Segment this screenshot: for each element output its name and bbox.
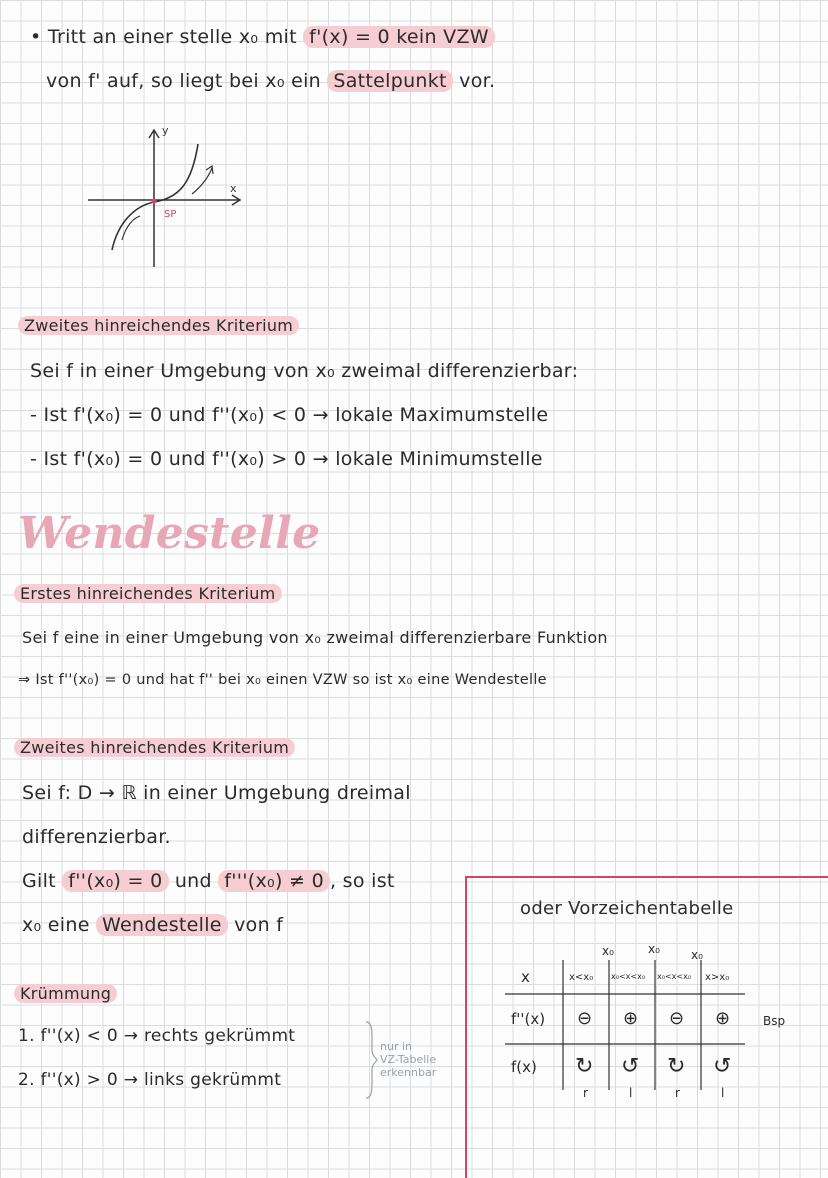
bottom-label-1: r (583, 1086, 588, 1100)
saddle-point-dot (152, 199, 157, 204)
bottom-label-4: l (721, 1086, 725, 1100)
sattel-line-2 (46, 70, 495, 92)
bottom-label-2: l (629, 1086, 633, 1100)
page-title: Wendestelle (18, 508, 321, 559)
saddle-point-label: SP (164, 209, 177, 220)
note-line-2: VZ-Tabelle (380, 1053, 437, 1066)
top-label-1: x₀ (602, 944, 614, 958)
vz-table-title: oder Vorzeichentabelle (520, 898, 734, 919)
header-col-3: x₀<x<x₀ (657, 972, 692, 981)
minus-circle-icon: ⊖ (577, 1008, 593, 1029)
wende-k1-heading-text: Erstes hinreichendes Kriterium (14, 584, 282, 603)
wende-k1-line-2: ⇒ Ist f''(x₀) = 0 und hat f'' bei x₀ einen VZW so ist x₀ eine Wendestelle (18, 672, 547, 688)
wende-k2-heading-text: Zweites hinreichendes Kriterium (14, 738, 295, 757)
left-curve-icon: ↺ (621, 1054, 640, 1079)
sattel-highlight-1: f'(x) = 0 kein VZW (303, 26, 495, 48)
sattel-text-c: vor. (459, 70, 496, 92)
wende-k2-heading (14, 738, 295, 757)
top-label-3: x₀ (691, 948, 703, 962)
example-label: Bsp (763, 1014, 786, 1028)
header-col-2: x₀<x<x₀ (611, 972, 646, 981)
saddle-graph (80, 122, 250, 272)
extrem-heading-text: Zweites hinreichendes Kriterium (18, 316, 299, 335)
extrem-line-3: - Ist f'(x₀) = 0 und f''(x₀) > 0 → lokale Minimumstelle (30, 448, 543, 470)
sattel-line-1 (30, 26, 495, 48)
header-col-4: x>x₀ (705, 972, 730, 983)
wende-k2-highlight-3: Wendestelle (96, 914, 228, 936)
wende-k1-line-1: Sei f eine in einer Umgebung von x₀ zweimal differenzierbare Funktion (22, 628, 608, 647)
row1-label: f''(x) (511, 1010, 546, 1028)
note-line-3: erkennbar (380, 1066, 437, 1079)
right-curve-icon-2: ↻ (667, 1054, 686, 1079)
wende-k1-heading (14, 584, 282, 603)
wende-k2-text-d: x₀ eine (22, 914, 90, 936)
wende-k2-text-c: , so ist (329, 870, 395, 892)
minus-circle-icon-2: ⊖ (669, 1008, 685, 1029)
wende-k2-highlight-1: f''(x₀) = 0 (62, 870, 168, 892)
kruemmung-note (380, 1040, 436, 1079)
kruemmung-item-2: 2. f''(x) > 0 → links gekrümmt (18, 1070, 282, 1090)
x-axis-label: x (230, 182, 237, 195)
plus-circle-icon-2: ⊕ (715, 1008, 731, 1029)
brace-icon (364, 1020, 378, 1100)
kruemmung-heading-text: Krümmung (14, 984, 117, 1003)
curve-arrow-right (192, 168, 212, 194)
row2-label: f(x) (511, 1058, 537, 1076)
bottom-label-3: r (675, 1086, 680, 1100)
wende-k2-line-1: Sei f: D → ℝ in einer Umgebung dreimal (22, 782, 411, 804)
sattel-text-a: • Tritt an einer stelle x₀ mit (30, 26, 297, 48)
extrem-line-2: - Ist f'(x₀) = 0 und f''(x₀) < 0 → lokale Maximumstelle (30, 404, 549, 426)
kruemmung-item-1: 1. f''(x) < 0 → rechts gekrümmt (18, 1026, 296, 1046)
extrem-heading (18, 316, 299, 335)
wende-k2-line-2: differenzierbar. (22, 826, 171, 848)
wende-k2-text-b: und (174, 870, 212, 892)
wende-k2-line-4 (22, 914, 283, 936)
wende-k2-text-a: Gilt (22, 870, 56, 892)
extrem-line-1: Sei f in einer Umgebung von x₀ zweimal differenzierbar: (30, 360, 579, 382)
sattel-highlight-2: Sattelpunkt (327, 70, 452, 92)
wende-k2-text-e: von f (234, 914, 284, 936)
curve-arrow-left (122, 216, 140, 240)
right-curve-icon: ↻ (575, 1054, 594, 1079)
wende-k2-line-3 (22, 870, 395, 892)
y-axis-label: y (162, 124, 169, 137)
kruemmung-heading (14, 984, 117, 1003)
sattel-text-b: von f' auf, so liegt bei x₀ ein (46, 70, 321, 92)
header-x: x (521, 968, 530, 986)
note-line-1: nur in (380, 1040, 412, 1053)
left-curve-icon-2: ↺ (713, 1054, 732, 1079)
saddle-curve (112, 144, 198, 250)
top-label-2: x₀ (648, 942, 660, 956)
plus-circle-icon: ⊕ (623, 1008, 639, 1029)
wende-k2-highlight-2: f'''(x₀) ≠ 0 (218, 870, 330, 892)
header-col-1: x<x₀ (569, 972, 594, 983)
